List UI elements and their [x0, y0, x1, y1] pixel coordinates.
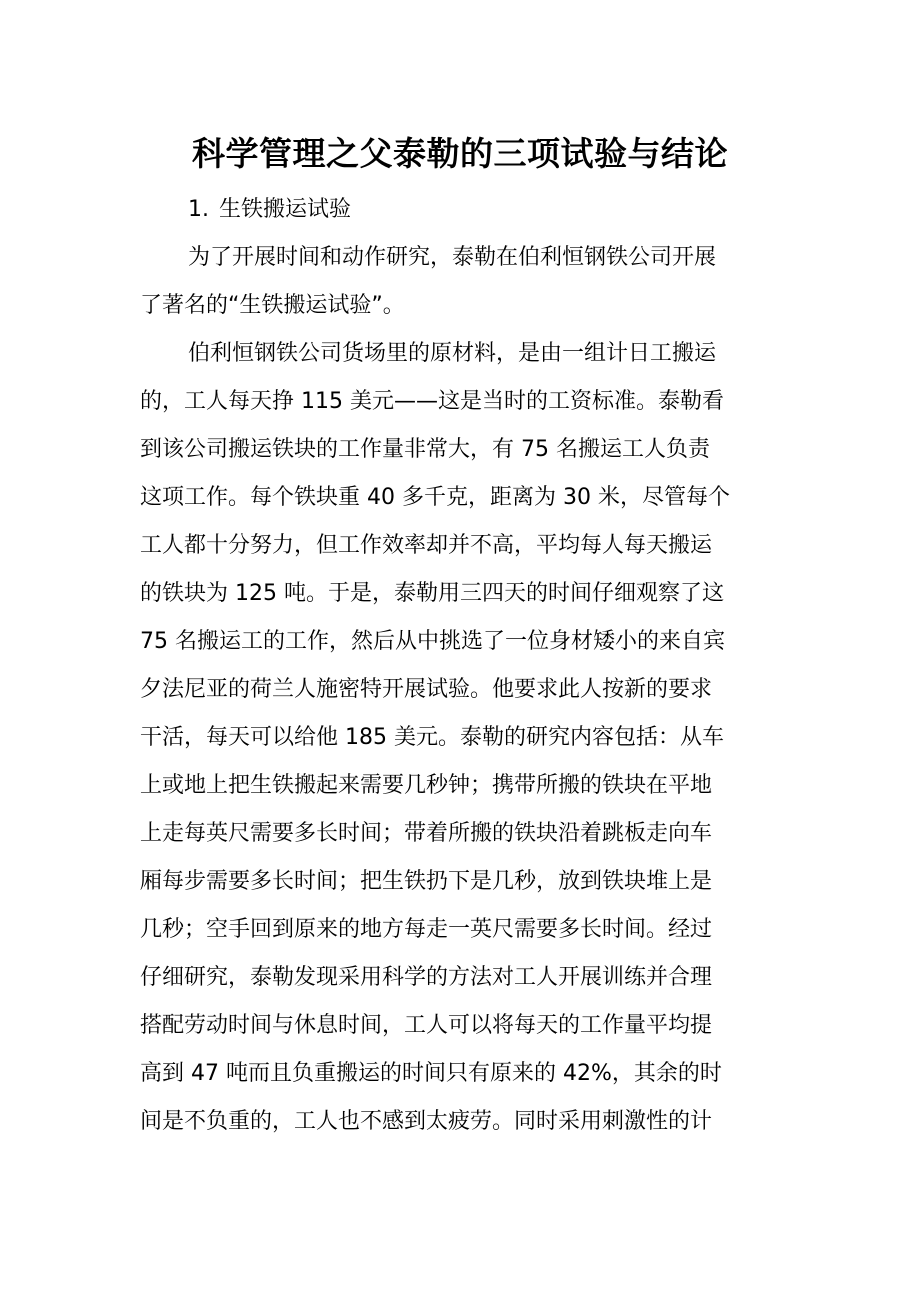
paragraph-line: 干活，每天可以给他 185 美元。泰勒的研究内容包括：从车 [140, 725, 724, 750]
paragraph-line: 间是不负重的，工人也不感到太疲劳。同时采用刺激性的计 [140, 1109, 713, 1134]
paragraph-line: 上走每英尺需要多长时间；带着所搬的铁块沿着跳板走向车 [140, 821, 713, 846]
paragraph-1 [140, 234, 780, 330]
paragraph-line: 为了开展时间和动作研究，泰勒在伯利恒钢铁公司开展 [188, 245, 717, 270]
paragraph-line: 上或地上把生铁搬起来需要几秒钟；携带所搬的铁块在平地 [140, 773, 713, 798]
paragraph-line: 的，工人每天挣 115 美元——这是当时的工资标准。泰勒看 [140, 389, 724, 414]
paragraph-line: 工人都十分努力，但工作效率却并不高，平均每人每天搬运 [140, 533, 713, 558]
paragraph-line: 搭配劳动时间与休息时间，工人可以将每天的工作量平均提 [140, 1013, 713, 1038]
paragraph-line: 高到 47 吨而且负重搬运的时间只有原来的 42%，其余的时 [140, 1061, 722, 1086]
paragraph-line: 到该公司搬运铁块的工作量非常大，有 75 名搬运工人负责 [140, 437, 710, 462]
section-number: 1. [188, 197, 209, 222]
document-body [140, 128, 780, 1146]
paragraph-line: 伯利恒钢铁公司货场里的原材料，是由一组计日工搬运 [188, 341, 717, 366]
document-title: 科学管理之父泰勒的三项试验与结论 [192, 134, 728, 173]
paragraph-2 [140, 330, 780, 1146]
paragraph-line: 75 名搬运工的工作，然后从中挑选了一位身材矮小的来自宾 [140, 629, 725, 654]
paragraph-line: 厢每步需要多长时间；把生铁扔下是几秒，放到铁块堆上是 [140, 869, 713, 894]
paragraph-line: 的铁块为 125 吨。于是，泰勒用三四天的时间仔细观察了这 [140, 581, 724, 606]
paragraph-line: 几秒；空手回到原来的地方每走一英尺需要多长时间。经过 [140, 917, 713, 942]
paragraph-line: 仔细研究，泰勒发现采用科学的方法对工人开展训练并合理 [140, 965, 713, 990]
section-heading [140, 186, 780, 234]
paragraph-line: 了著名的“生铁搬运试验”。 [140, 293, 405, 318]
paragraph-line: 这项工作。每个铁块重 40 多千克，距离为 30 米，尽管每个 [140, 485, 730, 510]
section-heading-text: 生铁搬运试验 [219, 197, 352, 222]
paragraph-line: 夕法尼亚的荷兰人施密特开展试验。他要求此人按新的要求 [140, 677, 713, 702]
